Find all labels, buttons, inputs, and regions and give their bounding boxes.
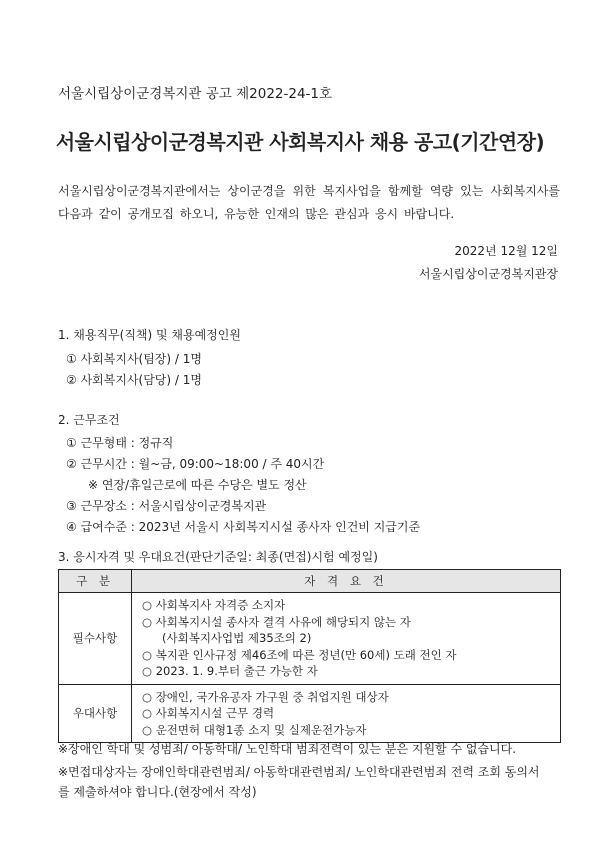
condition-line: ○ 2023. 1. 9.부터 출근 가능한 자 <box>142 664 318 678</box>
table-cell-conditions <box>132 593 561 685</box>
section3-heading: 3. 응시자격 및 우대요건(판단기준일: 최종(면접)시험 예정일) <box>58 550 378 564</box>
issuer: 서울시립상이군경복지관장 <box>418 267 558 281</box>
table-header-row <box>59 570 561 593</box>
condition-line: ○ 복지관 인사규정 제46조에 따른 정년(만 60세) 도래 전인 자 <box>142 647 457 662</box>
list-note: ※ 연장/휴일근로에 따른 수당은 별도 정산 <box>88 478 307 492</box>
table-row <box>59 684 561 743</box>
table-header-requirements: 자 격 요 건 <box>132 570 561 593</box>
notice-number: 서울시립상이군경복지관 공고 제2022-24-1호 <box>58 86 333 102</box>
table-row <box>59 593 561 685</box>
table-cell-conditions <box>132 684 561 743</box>
condition-line: ○ 장애인, 국가유공자 가구원 중 취업지원 대상자 <box>142 689 389 704</box>
list-item: ① 근무형태 : 정규직 <box>66 436 174 450</box>
list-item: ③ 근무장소 : 서울시립상이군경복지관 <box>66 499 267 513</box>
table-cell-category: 우대사항 <box>59 684 132 743</box>
table-cell-category: 필수사항 <box>59 593 132 685</box>
footnote: ※장애인 학대 및 성범죄/ 아동학대/ 노인학대 범죄전력이 있는 분은 지원할 수 없습니다. <box>58 742 517 756</box>
list-item: ④ 급여수준 : 2023년 서울시 사회복지시설 종사자 인건비 지급기준 <box>66 520 421 534</box>
section1-heading: 1. 채용직무(직책) 및 채용예정인원 <box>58 328 241 342</box>
list-item: ① 사회복지사(팀장) / 1명 <box>66 352 202 366</box>
condition-line: ○ 사회복지시설 종사자 결격 사유에 해당되지 않는 자 <box>142 614 411 629</box>
table-header-category: 구 분 <box>59 570 132 593</box>
intro-paragraph: 서울시립상이군경복지관에서는 상이군경을 위한 복지사업을 함께할 역량 있는 사회복지사를 다음과 같이 공개모집 하오니, 유능한 인재의 많은 관심과 응시 바랍니다. <box>58 184 560 221</box>
section2-heading: 2. 근무조건 <box>58 413 120 427</box>
footnote: ※면접대상자는 장애인학대관련범죄/ 아동학대관련범죄/ 노인학대관련범죄 전력 조회 동의서 <box>58 765 540 779</box>
condition-line: ○ 사회복지사 자격증 소지자 <box>142 598 286 612</box>
list-item: ② 사회복지사(담당) / 1명 <box>66 373 202 387</box>
notice-date: 2022년 12월 12일 <box>454 244 558 258</box>
page-title: 서울시립상이군경복지관 사회복지사 채용 공고(기간연장) <box>55 130 545 154</box>
condition-line: ○ 운전면허 대형1종 소지 및 실제운전가능자 <box>142 722 367 737</box>
condition-line: ○ 사회복지시설 근무 경력 <box>142 706 275 720</box>
list-item: ② 근무시간 : 월~금, 09:00~18:00 / 주 40시간 <box>66 457 325 471</box>
condition-line: (사회복지사업법 제35조의 2) <box>162 631 312 645</box>
footnote: 를 제출하셔야 합니다.(현장에서 작성) <box>58 785 257 799</box>
requirements-table <box>58 569 561 743</box>
